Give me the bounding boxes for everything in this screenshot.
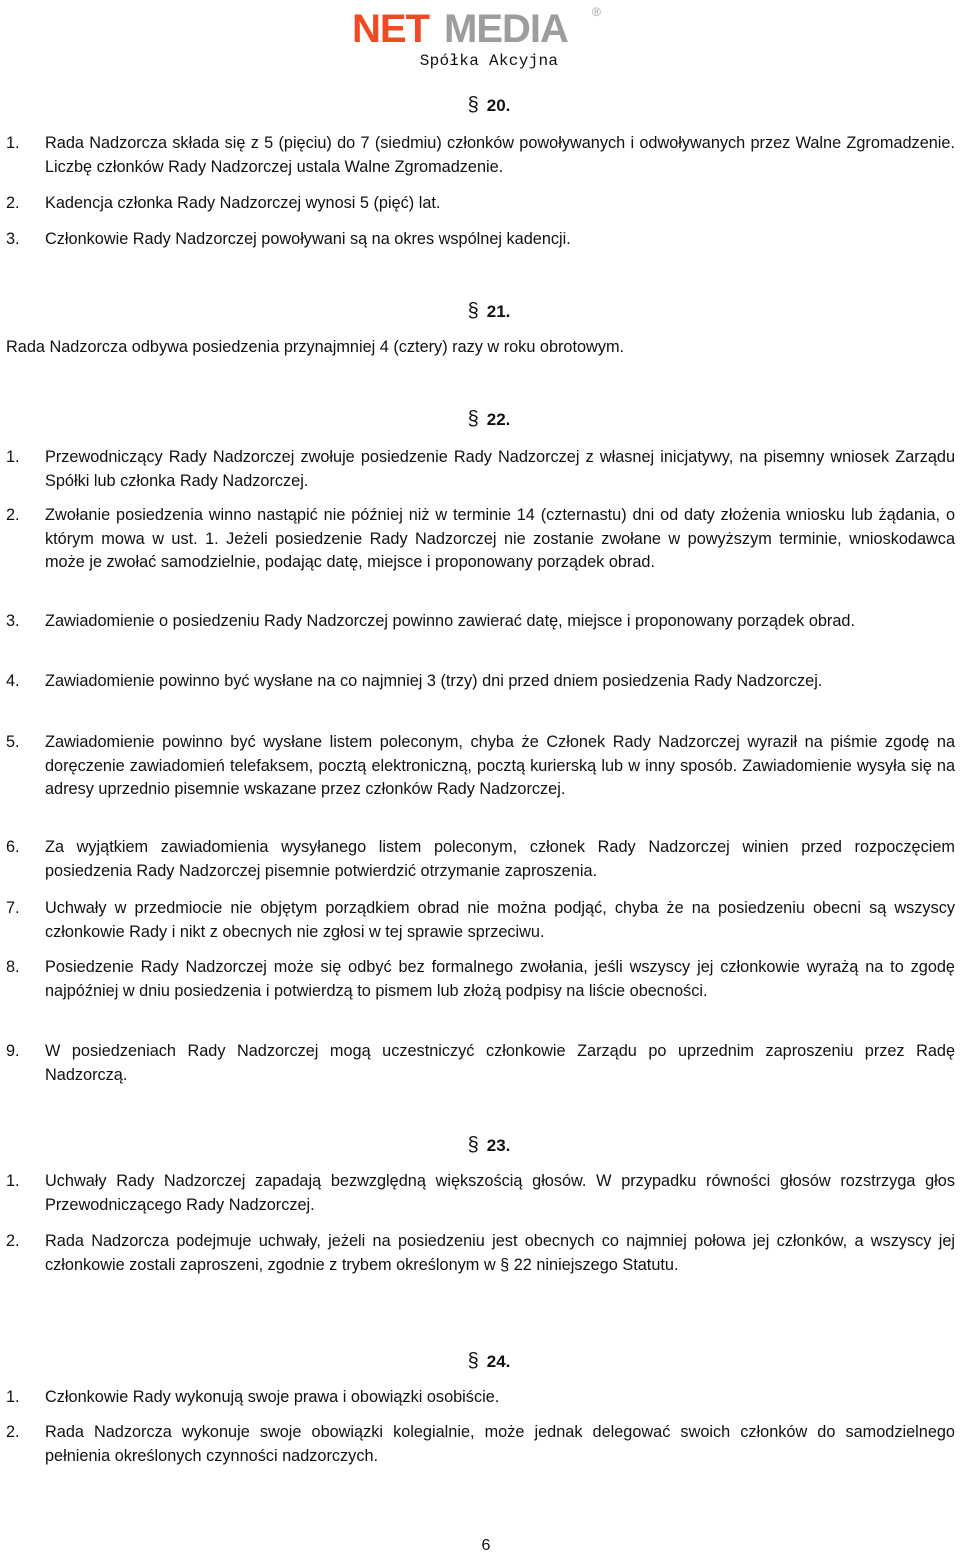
item-number: 4.	[6, 672, 20, 690]
section-sign: §	[467, 300, 479, 322]
item-text: Członkowie Rady wykonują swoje prawa i obowiązki osobiście.	[45, 1388, 500, 1406]
section-heading-24: § 24.	[467, 1350, 511, 1372]
item-text: Kadencja członka Rady Nadzorczej wynosi 5 (pięć) lat.	[45, 194, 441, 212]
item-number: 1.	[6, 134, 20, 152]
section-sign: §	[467, 94, 479, 116]
item-number: 3.	[6, 612, 20, 630]
company-subtitle: Spółka Akcyjna	[419, 52, 559, 70]
page-number: 6	[481, 1537, 491, 1554]
item-text: Za wyjątkiem zawiadomienia wysyłanego listem poleconym, członek Rady Nadzorczej winien przed rozpoczęciem posiedzenia Rady Nadzorczej pisemnie potwierdzić otrzymanie zaproszenia.	[45, 838, 955, 880]
item-number: 8.	[6, 958, 20, 976]
item-text: Zawiadomienie powinno być wysłane listem poleconym, chyba że Członek Rady Nadzorczej wyraził na piśmie zgodę na doręczenie zawiadomień telefaksem, pocztą elektroniczną, pocztą kurierską lub w inny sposób. Zawiadomienie wysyła się na adresy uprzednio pisemnie wskazane przez członków Rady Nadzorczej.	[45, 733, 955, 798]
section-sign: §	[467, 1134, 479, 1156]
item-number: 9.	[6, 1042, 20, 1060]
svg-text:MEDIA: MEDIA	[444, 7, 568, 50]
item-text: Uchwały Rady Nadzorczej zapadają bezwzględną większością głosów. W przypadku równości głosów rozstrzyga głos Przewodniczącego Rady Nadzorczej.	[45, 1172, 955, 1214]
section-sign: §	[467, 408, 479, 430]
item-number: 3.	[6, 230, 20, 248]
item-text: Posiedzenie Rady Nadzorczej może się odbyć bez formalnego zwołania, jeśli wszyscy jej członkowie wyrażą na to zgodę najpóźniej w dniu posiedzenia i potwierdzą to pismem lub złożą podpisy na liście obecności.	[45, 958, 955, 1000]
item-number: 1.	[6, 1388, 20, 1406]
section-heading-21: § 21.	[467, 300, 511, 322]
section-heading-23: § 23.	[467, 1134, 511, 1156]
item-text: Zwołanie posiedzenia winno nastąpić nie później niż w terminie 14 (czternastu) dni od daty złożenia wniosku lub żądania, o którym mowa w ust. 1. Jeżeli posiedzenie Rady Nadzorczej nie zostanie zwołane w powyższym terminie, wnioskodawca może je zwołać samodzielnie, podając datę, miejsce i proponowany porządek obrad.	[45, 506, 955, 571]
svg-text:®: ®	[592, 5, 601, 19]
section-heading-20: § 20.	[467, 94, 511, 116]
section-heading-22: § 22.	[467, 408, 511, 430]
item-number: 2.	[6, 1232, 20, 1250]
item-text: Zawiadomienie powinno być wysłane na co najmniej 3 (trzy) dni przed dniem posiedzenia Rady Nadzorczej.	[45, 672, 823, 690]
item-number: 1.	[6, 448, 20, 466]
item-text: Rada Nadzorcza podejmuje uchwały, jeżeli na posiedzeniu jest obecnych co najmniej połowa jej członków, a wszyscy jej członkowie zostali zaproszeni, zgodnie z trybem określonym w § 22 niniejszego Statutu.	[45, 1232, 955, 1274]
item-text: Uchwały w przedmiocie nie objętym porządkiem obrad nie można podjąć, chyba że na posiedzeniu obecni są wszyscy członkowie Rady i nikt z obecnych nie zgłosi w tej sprawie sprzeciwu.	[45, 899, 955, 941]
item-number: 7.	[6, 899, 20, 917]
item-text: W posiedzeniach Rady Nadzorczej mogą uczestniczyć członkowie Zarządu po uprzednim zaproszeniu przez Radę Nadzorczą.	[45, 1042, 955, 1084]
item-text: Rada Nadzorcza składa się z 5 (pięciu) do 7 (siedmiu) członków powoływanych i odwoływanych przez Walne Zgromadzenie. Liczbę członków Rady Nadzorczej ustala Walne Zgromadzenie.	[45, 134, 955, 176]
section-21-text: Rada Nadzorcza odbywa posiedzenia przynajmniej 4 (cztery) razy w roku obrotowym.	[6, 338, 625, 356]
item-text: Rada Nadzorcza wykonuje swoje obowiązki kolegialnie, może jednak delegować swoich członków do samodzielnego pełnienia określonych czynności nadzorczych.	[45, 1423, 955, 1465]
item-text: Zawiadomienie o posiedzeniu Rady Nadzorczej powinno zawierać datę, miejsce i proponowany porządek obrad.	[45, 612, 855, 630]
section-sign: §	[467, 1350, 479, 1372]
item-number: 2.	[6, 1423, 20, 1441]
svg-text:NET: NET	[352, 7, 429, 50]
item-text: Członkowie Rady Nadzorczej powoływani są na okres wspólnej kadencji.	[45, 230, 571, 248]
item-number: 2.	[6, 194, 20, 212]
item-number: 1.	[6, 1172, 20, 1190]
item-number: 6.	[6, 838, 20, 856]
item-text: Przewodniczący Rady Nadzorczej zwołuje posiedzenie Rady Nadzorczej z własnej inicjatywy, na pisemny wniosek Zarządu Spółki lub członka Rady Nadzorczej.	[45, 448, 955, 490]
item-number: 2.	[6, 506, 20, 524]
item-number: 5.	[6, 733, 20, 751]
netmedia-logo	[352, 2, 604, 50]
